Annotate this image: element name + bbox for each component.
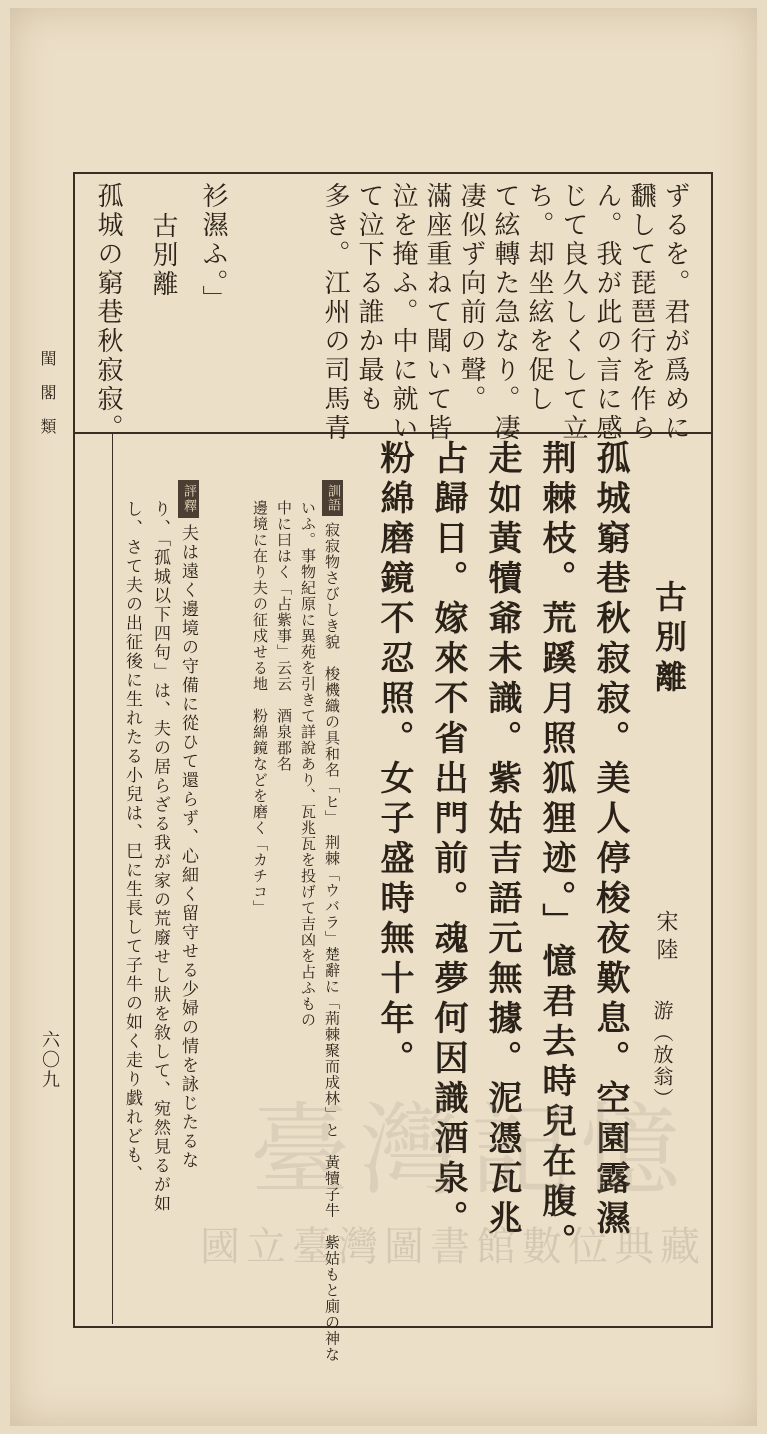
poem-line: 粉綿磨鏡不忍照。女子盛時無十年。 (374, 440, 414, 1080)
upper-line: ずるを。君が爲めに (660, 182, 690, 443)
upper-line: 古別離 (148, 212, 178, 299)
poem-line: 走如黃犢爺未識。紫姑吉語元無據。泥憑瓦兆 (482, 440, 522, 1240)
watermark-seal: 臺灣記憶 (250, 1092, 690, 1209)
poem-line: 孤城窮巷秋寂寂。美人停梭夜歎息。空園露濕 (590, 440, 630, 1240)
poem-line: 荆棘枝。荒蹊月照狐狸迹。」憶君去時兒在腹。 (536, 440, 576, 1263)
notes-line: 邊境に在り夫の征戍せる地 粉綿鏡などを磨く「カチコ」 (251, 500, 269, 916)
notes-line: 寂寂物さびしき貌 梭機織の具和名「ヒ」 荆棘「ウバラ」楚辭に「荊棘聚而成林」と 黃犢子牛 紫姑もと廁の神な (323, 522, 341, 1363)
commentary-line: り、「孤城以下四句」は、夫の居らざる我が家の荒廢せし狀を敘して、宛然見るが如 (150, 500, 170, 1214)
upper-line: ん。我が此の言に感 (592, 182, 622, 443)
upper-line: 衫濕ふ。」 (198, 182, 228, 314)
upper-line: 飜して琵琶行を作ら (626, 182, 656, 443)
commentary-line: し、さて夫の出征後に生れたる小兒は、巳に生長して子牛の如く走り戯れども、 (122, 500, 142, 1184)
margin-page-number: 六〇九 (39, 1030, 60, 1090)
margin-book-title: 閨閣類 (38, 350, 57, 452)
commentary-line: 夫は遠く邊境の守備に從ひて還らず、心細く留守せる少婦の情を詠じたるな (178, 524, 198, 1170)
upper-line: じて良久しくして立 (558, 182, 588, 443)
upper-line: 孤城の窮巷秋寂寂。 (93, 182, 123, 443)
poem-line: 占歸日。嫁來不省出門前。魂夢何因識酒泉。 (428, 440, 468, 1240)
notes-label: 訓語 (322, 480, 343, 516)
poem-title: 古別離 (650, 580, 688, 700)
upper-line: 多き。江州の司馬青 (320, 182, 350, 443)
upper-line: 泣を掩ふ。中に就い (388, 182, 418, 443)
upper-line: て絃轉た急なり。凄 (490, 182, 520, 443)
column-rule (112, 434, 113, 1324)
upper-line: 滿座重ねて聞いて皆 (422, 182, 452, 443)
notes-line: いふ。事物紀原に異苑を引きて詳說あり、瓦兆瓦を投げて吉凶を占ふもの (299, 500, 317, 1028)
upper-line: ち。却坐絃を促し (524, 182, 554, 414)
upper-line: 凄似ず向前の聲。 (456, 182, 486, 414)
poem-author-name: 游（放翁） (650, 1000, 674, 1110)
watermark-text: 國立臺灣圖書館數位典藏 (200, 1224, 706, 1270)
upper-line: て泣下る誰か最も (354, 182, 384, 414)
commentary-block (176, 480, 201, 1170)
commentary-label: 評釋 (178, 480, 199, 518)
poem-author: 宋陸 (653, 910, 678, 966)
notes-line: 中に曰はく「占紫事」云云 酒泉郡名 (275, 500, 293, 772)
